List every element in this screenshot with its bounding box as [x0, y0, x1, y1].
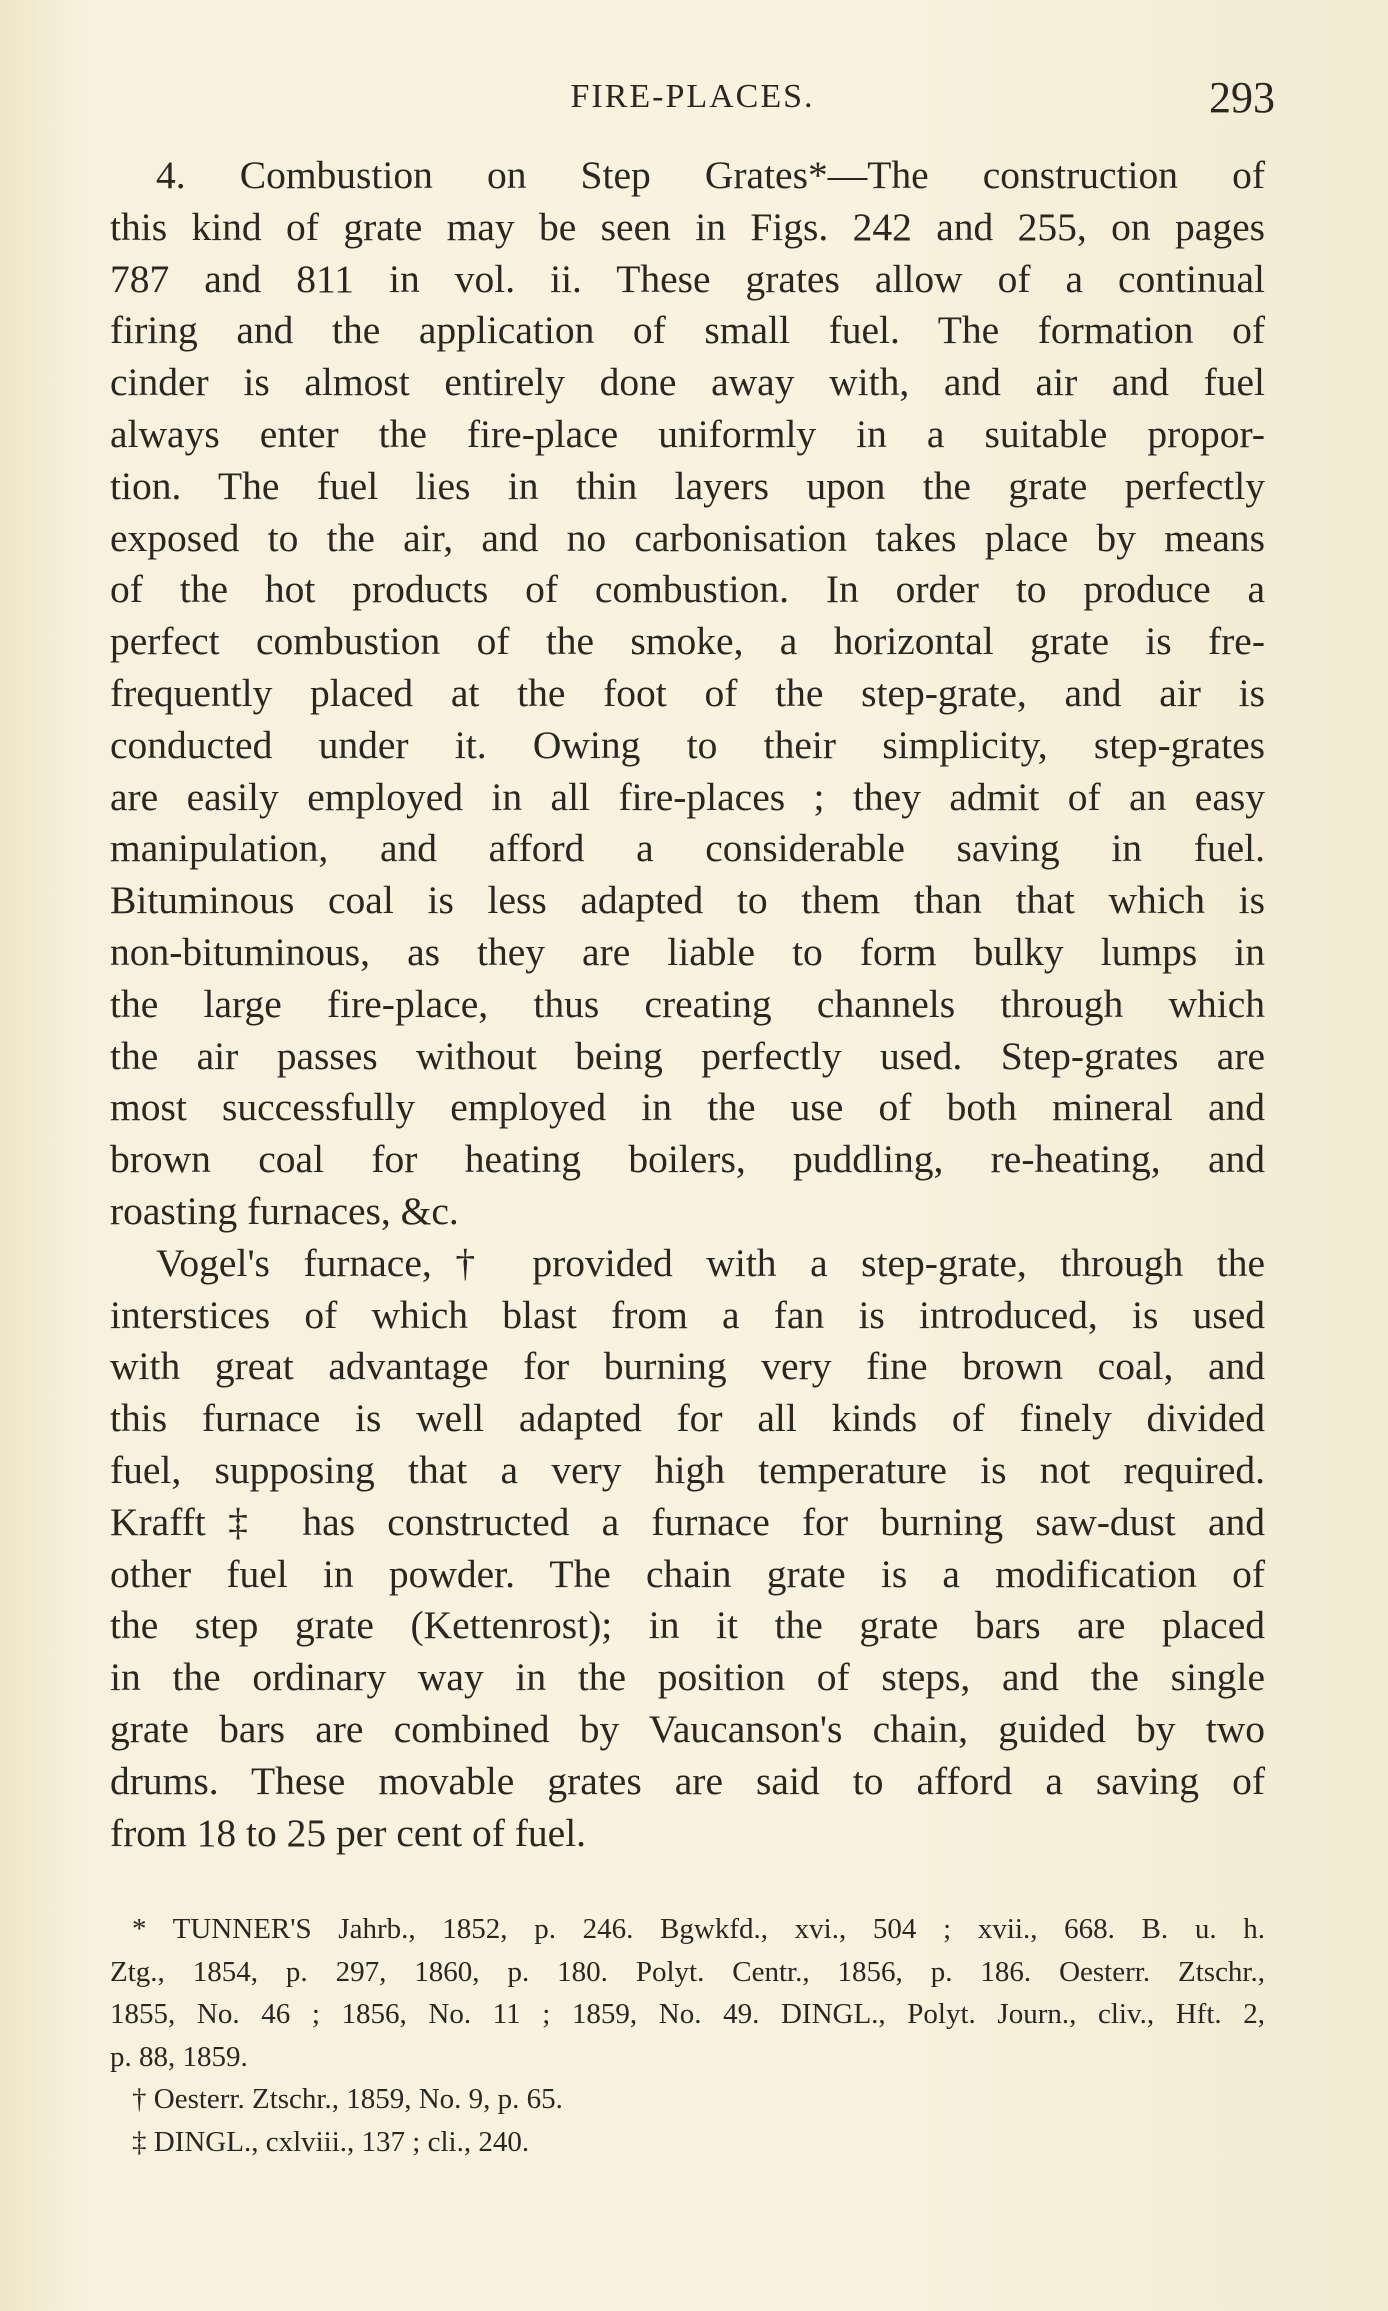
text-line: of the hot products of combustion. In order to produce a [110, 567, 1265, 612]
text-line: tion. The fuel lies in thin layers upon the grate perfectly [110, 463, 1265, 508]
text-line: 4. Combustion on Step Grates*—The construction of [156, 153, 1265, 197]
text-line: grate bars are combined by Vaucanson's chain, guided by two [110, 1706, 1265, 1751]
text-line: perfect combustion of the smoke, a horizontal grate is fre- [110, 619, 1265, 664]
text-line: other fuel in powder. The chain grate is a modification of [110, 1551, 1265, 1596]
running-head [110, 72, 1275, 132]
footnote-double-dagger [110, 2121, 1265, 2164]
text-line: interstices of which blast from a fan is introduced, is used [110, 1292, 1265, 1337]
text-line: the air passes without being perfectly used. Step-grates are [110, 1033, 1265, 1078]
footnote-dagger [110, 2078, 1265, 2121]
text-line: roasting furnaces, &c. [110, 1188, 459, 1233]
text-line: brown coal for heating boilers, puddling, re-heating, and [110, 1137, 1265, 1182]
body-text [110, 150, 1265, 1859]
text-line: drums. These movable grates are said to afford a saving of [110, 1758, 1265, 1803]
text-line: Bituminous coal is less adapted to them than that which is [110, 878, 1265, 923]
footnote-line: Ztg., 1854, p. 297, 1860, p. 180. Polyt. Centr., 1856, p. 186. Oesterr. Ztschr., [110, 1955, 1265, 1988]
text-line: the step grate (Kettenrost); in it the grate bars are placed [110, 1603, 1265, 1648]
footnotes [110, 1908, 1265, 2163]
text-line: are easily employed in all fire-places ; they admit of an easy [110, 774, 1265, 819]
text-line: conducted under it. Owing to their simplicity, step-grates [110, 722, 1265, 767]
page-number: 293 [1209, 73, 1275, 122]
footnote-asterisk [110, 1908, 1265, 2078]
text-line: from 18 to 25 per cent of fuel. [110, 1810, 587, 1855]
text-line: in the ordinary way in the position of steps, and the single [110, 1655, 1265, 1700]
footnote-line: * TUNNER'S Jahrb., 1852, p. 246. Bgwkfd., xvi., 504 ; xvii., 668. B. u. h. [132, 1913, 1265, 1945]
text-line: most successfully employed in the use of both mineral and [110, 1085, 1265, 1130]
text-line: firing and the application of small fuel. The formation of [110, 308, 1265, 353]
text-line: manipulation, and afford a considerable saving in fuel. [110, 826, 1265, 871]
text-line: non-bituminous, as they are liable to form bulky lumps in [110, 929, 1265, 974]
paragraph-step-grates [110, 150, 1265, 1238]
text-line: frequently placed at the foot of the step-grate, and air is [110, 670, 1265, 715]
text-line: Vogel's furnace,† provided with a step-grate, through the [156, 1240, 1265, 1285]
text-line: fuel, supposing that a very high temperature is not required. [110, 1447, 1265, 1492]
paragraph-vogel-furnace [110, 1238, 1265, 1860]
text-line: always enter the fire-place uniformly in a suitable propor- [110, 411, 1265, 456]
text-line: this furnace is well adapted for all kinds of finely divided [110, 1396, 1265, 1441]
text-line: exposed to the air, and no carbonisation takes place by means [110, 515, 1265, 560]
text-line: this kind of grate may be seen in Figs. 242 and 255, on pages [110, 204, 1265, 249]
footnote-line: p. 88, 1859. [110, 2040, 248, 2073]
text-line: cinder is almost entirely done away with, and air and fuel [110, 360, 1265, 405]
text-line: 787 and 811 in vol. ii. These grates allow of a continual [110, 256, 1265, 301]
footnote-line: † Oesterr. Ztschr., 1859, No. 9, p. 65. [132, 2083, 563, 2115]
text-line: the large fire-place, thus creating channels through which [110, 981, 1265, 1026]
footnote-line: 1855, No. 46 ; 1856, No. 11 ; 1859, No. 49. DINGL., Polyt. Journ., cliv., Hft. 2, [110, 1998, 1265, 2030]
text-line: with great advantage for burning very fine brown coal, and [110, 1344, 1265, 1389]
text-line: Krafft‡ has constructed a furnace for burning saw-dust and [110, 1499, 1265, 1544]
footnote-line: ‡ DINGL., cxlviii., 137 ; cli., 240. [132, 2125, 530, 2158]
running-head-title: FIRE-PLACES. [570, 78, 815, 115]
